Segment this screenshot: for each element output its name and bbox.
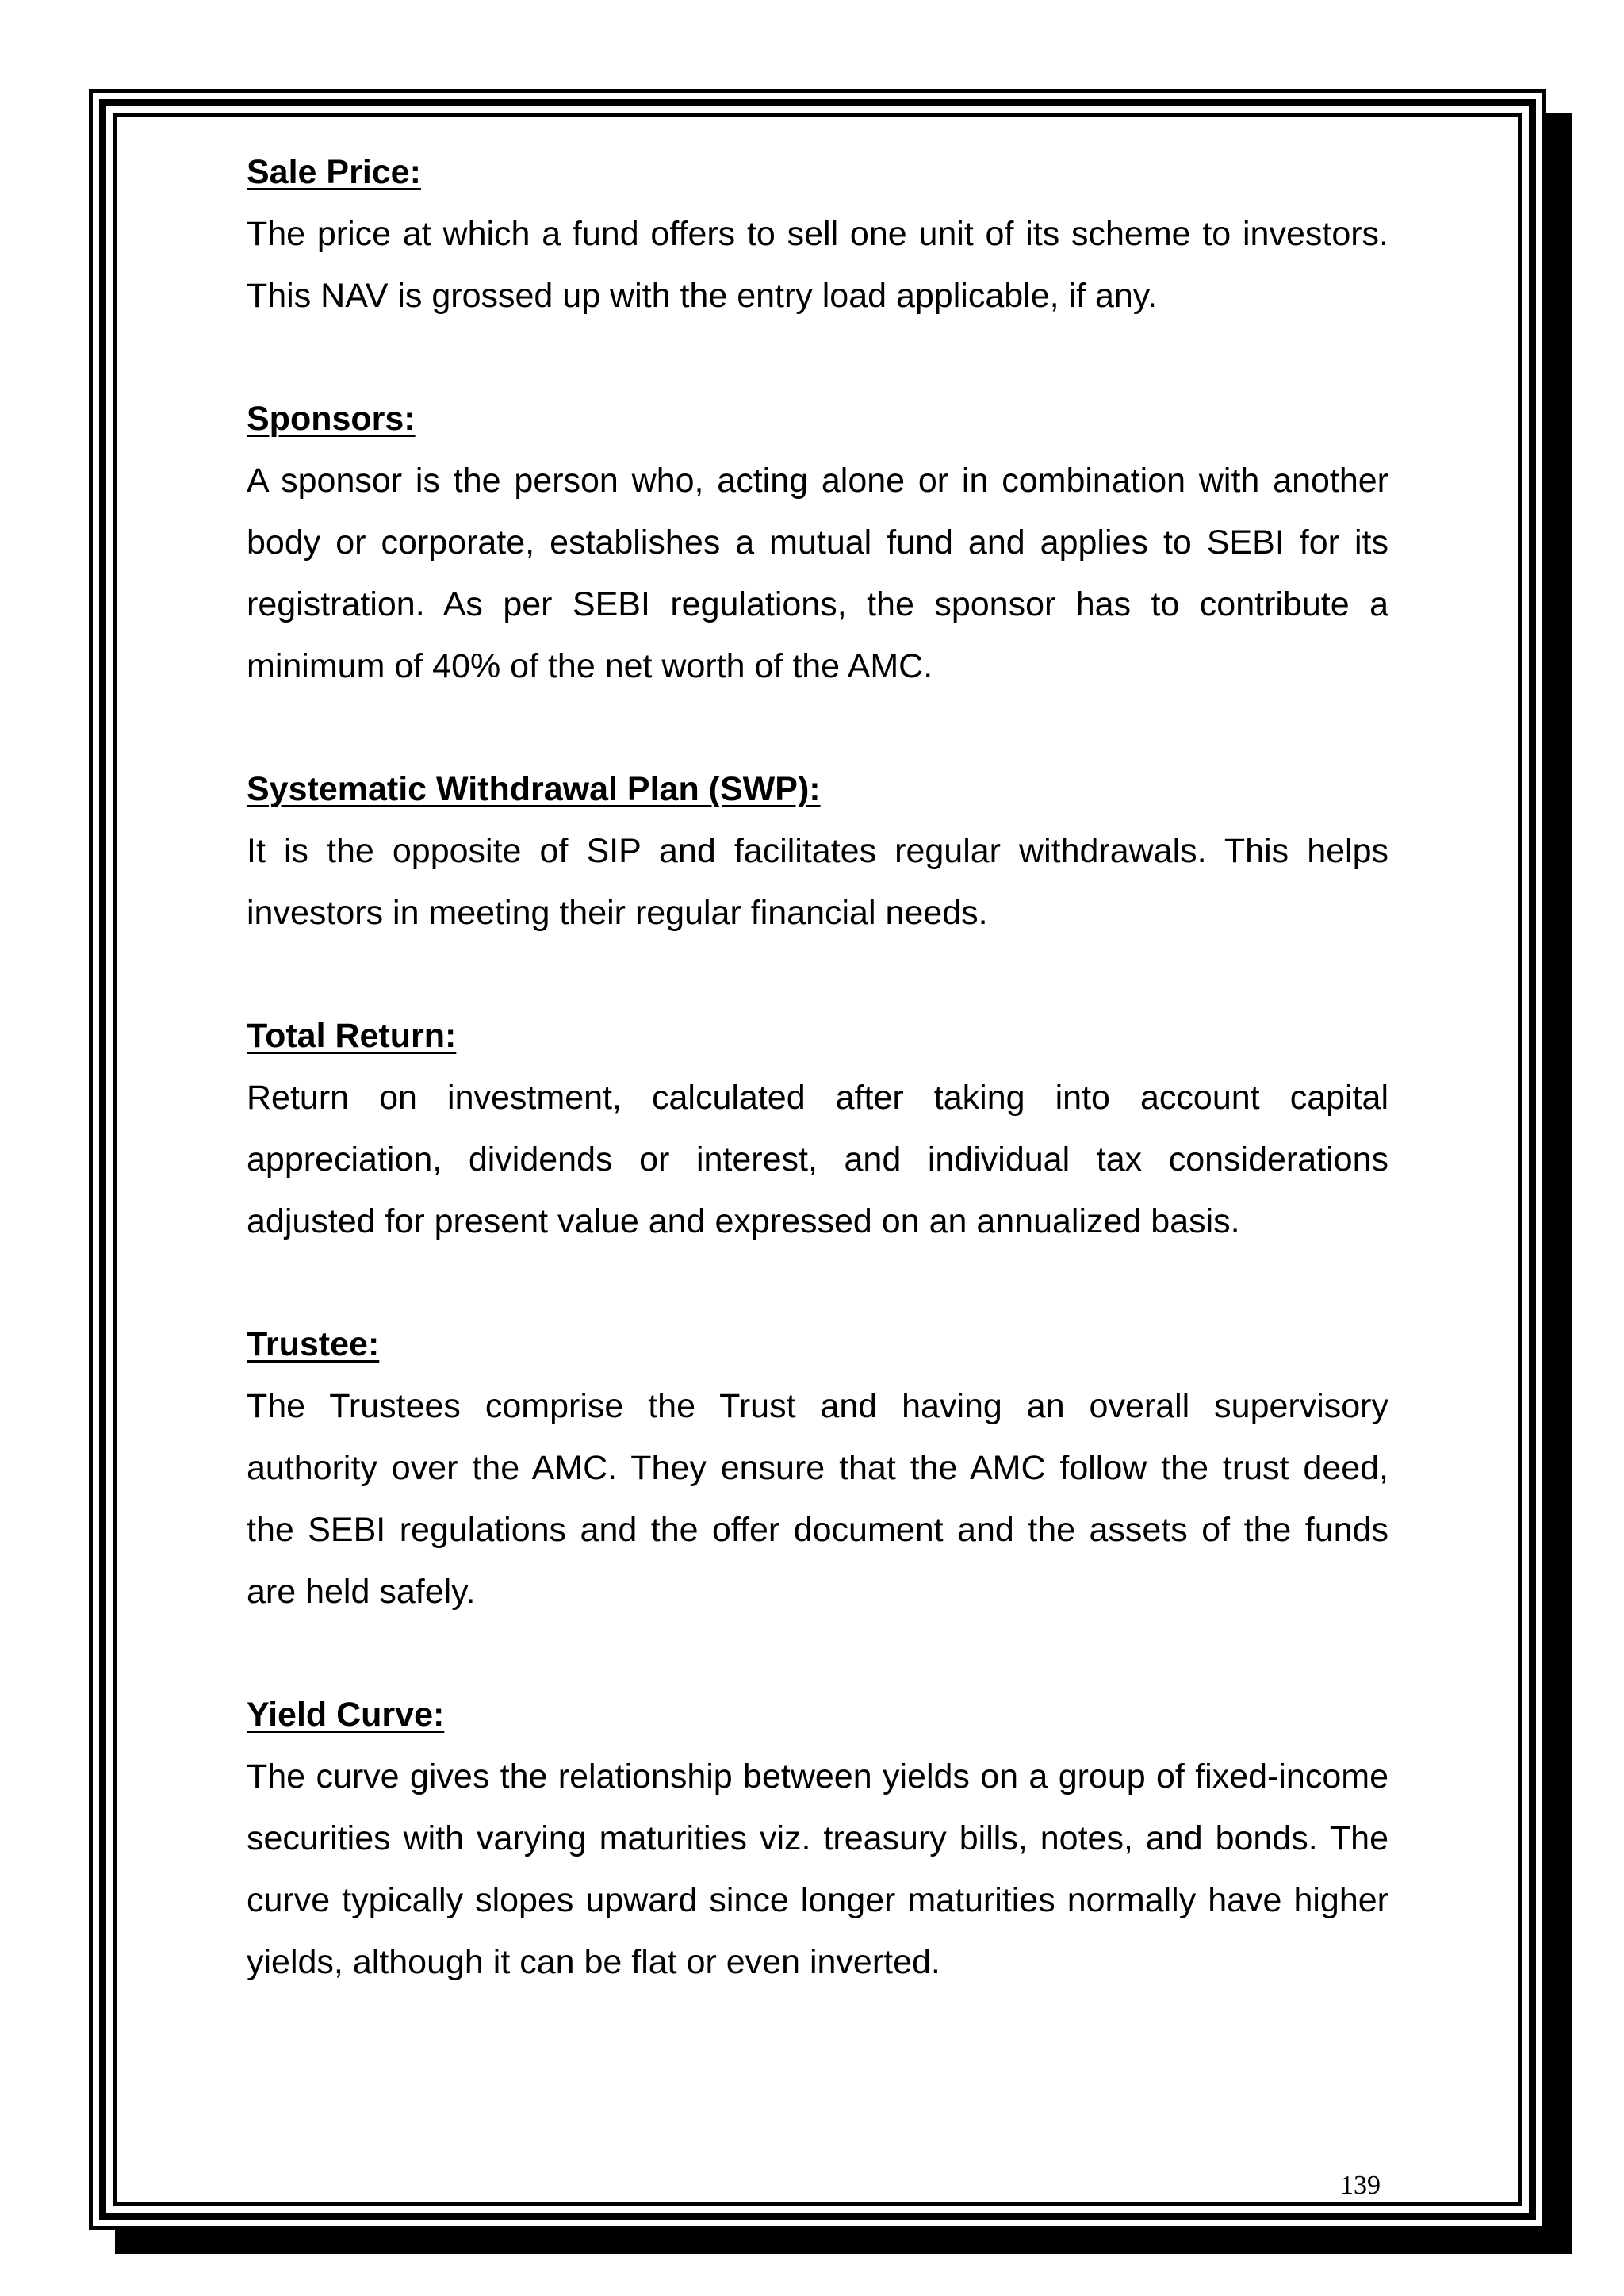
glossary-term: Yield Curve: <box>247 1696 445 1734</box>
glossary-entry-sale-price <box>247 141 1388 327</box>
page-number: 139 <box>1340 2171 1381 2200</box>
glossary-definition: A sponsor is the person who, acting alone or in combination with another body or corporate, establishes a mutual fund and applies to SEBI for its registration. As per SEBI regulations, the sponsor has to contribute a minimum of 40% of the net worth of the AMC. <box>247 462 1388 685</box>
glossary-term: Trustee: <box>247 1325 380 1363</box>
glossary-definition: The Trustees comprise the Trust and having an overall supervisory authority over the AMC. They ensure that the AMC follow the trust deed, the SEBI regulations and the offer document and the assets of the funds are held safely. <box>247 1387 1388 1611</box>
glossary-term: Systematic Withdrawal Plan (SWP): <box>247 770 821 808</box>
glossary-content <box>247 141 1388 2054</box>
glossary-term: Total Return: <box>247 1017 457 1055</box>
glossary-term: Sale Price: <box>247 153 421 191</box>
glossary-entry-total-return <box>247 1005 1388 1252</box>
glossary-definition: Return on investment, calculated after taking into account capital appreciation, dividends or interest, and individual tax considerations adjusted for present value and expressed on an annualized basis. <box>247 1079 1388 1240</box>
glossary-entry-trustee <box>247 1313 1388 1623</box>
glossary-definition: It is the opposite of SIP and facilitates regular withdrawals. This helps investors in meeting their regular financial needs. <box>247 832 1388 932</box>
glossary-entry-sponsors <box>247 388 1388 697</box>
glossary-term: Sponsors: <box>247 400 416 438</box>
glossary-entry-swp <box>247 758 1388 944</box>
glossary-entry-yield-curve <box>247 1684 1388 1993</box>
glossary-definition: The price at which a fund offers to sell one unit of its scheme to investors. This NAV is grossed up with the entry load applicable, if any. <box>247 215 1388 315</box>
glossary-definition: The curve gives the relationship between yields on a group of fixed-income securities with varying maturities viz. treasury bills, notes, and bonds. The curve typically slopes upward since longer maturities normally have higher yields, although it can be flat or even inverted. <box>247 1757 1388 1981</box>
